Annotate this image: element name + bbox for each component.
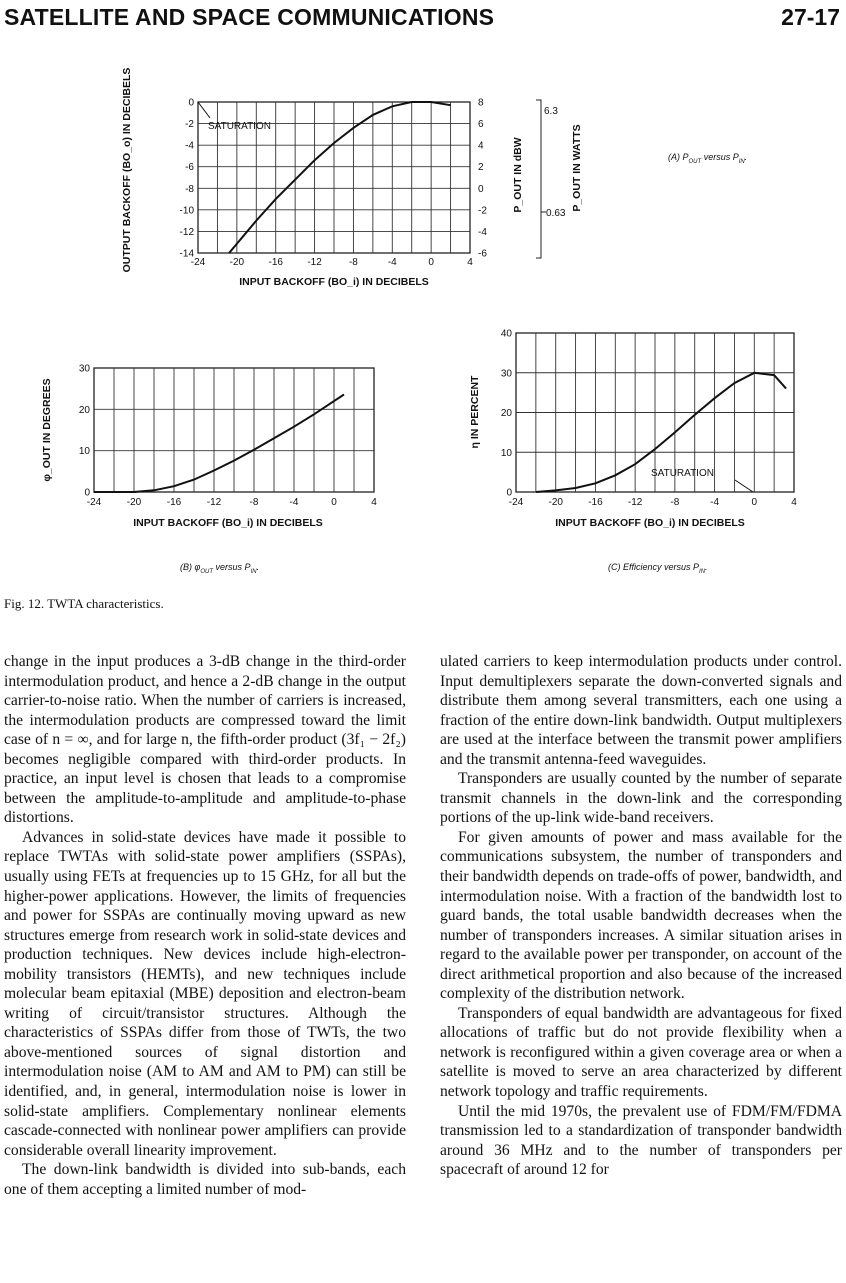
panel-b-x-tick-label: 4: [371, 497, 377, 508]
page-number: 27-17: [781, 4, 840, 30]
panel-a-x-axis-label: INPUT BACKOFF (BO_i) IN DECIBELS: [239, 276, 429, 288]
right-column: [440, 652, 842, 1180]
panel-a-dbw-tick-label: -6: [478, 248, 487, 260]
panel-a-y-tick-label: -14: [179, 248, 194, 260]
panel-a-dbw-tick-label: 4: [478, 140, 484, 152]
panel-c-y-tick-label: 30: [500, 368, 512, 380]
panel-a-y-tick-label: -4: [185, 140, 194, 152]
panel-a-dbw-tick-label: 0: [478, 183, 484, 195]
panel-c-x-tick-label: -8: [670, 497, 680, 508]
panel-b-y-tick-label: 0: [84, 487, 90, 499]
paragraph: For given amounts of power and mass available for the communications subsystem, the number of transponders and their bandwidth depends on trade-offs of power, bandwidth, and intermodulation noise. With a fraction of the bandwidth lost to guard bands, the total usable bandwidth decreases when the number of transponders increases. A similar situation arises in regard to the available power per transponder, on account of the direct arithmetical proportion and also because of the increased complexity of the distribution network.: [440, 828, 842, 1003]
panel-a-y-tick-label: -8: [185, 183, 194, 195]
panel-b-x-axis-label: INPUT BACKOFF (BO_i) IN DECIBELS: [133, 517, 323, 529]
panel-b-x-tick-label: 0: [331, 497, 337, 508]
panel-a-dbw-tick-label: 8: [478, 97, 484, 109]
panel-b-y-tick-label: 20: [78, 404, 90, 416]
paragraph: Transponders are usually counted by the number of separate transmit channels in the down-link and the corresponding portions of the up-link wide-band receivers.: [440, 770, 842, 827]
panel-a-x-tick-label: -20: [229, 257, 245, 268]
panel-c-x-tick-label: 4: [791, 497, 797, 508]
paragraph: The down-link bandwidth is divided into sub-bands, each one of them accepting a limited number of mod-: [4, 1161, 406, 1198]
panel-b-y-tick-label: 30: [78, 363, 90, 375]
panel-c-y-tick-label: 20: [500, 408, 512, 419]
panel-a-x-tick-label: -12: [307, 257, 322, 268]
paragraph: ulated carriers to keep intermodulation products under control. Input demultiplexers separate the down-converted signals and distribute them among several transmitters, each one using a fraction of the entire down-link bandwidth. Output multiplexers are used at the interface between the transmit power amplifiers and the transmit antenna-feed waveguides.: [440, 653, 842, 768]
panel-a-saturation-arrow: [198, 102, 210, 118]
panel-b-y-tick-label: 10: [78, 446, 90, 458]
panel-a-watts-bracket: [536, 100, 541, 258]
panel-a-saturation-label: SATURATION: [208, 121, 271, 132]
panel-c-x-tick-label: -4: [710, 497, 720, 508]
panel-c-y-tick-label: 0: [506, 487, 512, 499]
panel-a-watts-tick-label: 6.3: [544, 106, 558, 117]
panel-a-y-tick-label: -10: [179, 205, 194, 217]
panel-b-x-tick-label: -12: [206, 497, 222, 508]
panel-b-x-tick-label: -8: [249, 497, 259, 508]
panel-c-x-tick-label: -20: [548, 497, 563, 508]
left-column: [4, 652, 406, 1199]
panel-a-dbw-tick-label: -2: [478, 205, 487, 217]
panel-a-caption: (A) $P_{OUT}$ versus $P_{IN}$.: [668, 152, 748, 165]
panel-a-x-tick-label: 4: [467, 257, 473, 268]
panel-a-y-tick-label: -6: [185, 162, 194, 174]
paragraph: change in the input produces a 3-dB change in the third-order intermodulation product, and hence a 2-dB change in the output carrier-to-noise ratio. When the number of carriers is increased, the intermodulation products are compressed toward the limit case of n = ∞, and for large n, the fifth-order product (3f₁ − 2f₂) becomes negligible compared with third-order products. In practice, an input level is chosen that leads to a compromise between the amplitude-to-amplitude and amplitude-to-phase distortions.: [4, 653, 406, 827]
paragraph: Until the mid 1970s, the prevalent use of FDM/FM/FDMA transmission led to a standardization of transponder bandwidth around 36 MHz and to the number of transponders per spacecraft of around 12 for: [440, 1102, 842, 1179]
panel-c-y-tick-label: 40: [500, 328, 512, 340]
panel-b-x-tick-label: -20: [126, 497, 142, 508]
panel-b-x-tick-label: -16: [166, 497, 182, 508]
panel-c-saturation-arrow: [735, 480, 753, 492]
paragraph: Transponders of equal bandwidth are advantageous for fixed allocations of traffic but do not provide flexibility when a network is reconfigured within a given coverage area or when a satellite is moved to serve an area characterized by different network topology and traffic requirements.: [440, 1004, 842, 1101]
panel-b-y-axis-label: φ_OUT IN DEGREES: [41, 378, 53, 482]
running-title: SATELLITE AND SPACE COMMUNICATIONS: [4, 4, 495, 30]
panel-a-watts-tick-label: 0.63: [546, 208, 566, 219]
panel-a-x-tick-label: -16: [268, 257, 283, 268]
panel-a-dbw-tick-label: 6: [478, 119, 484, 131]
panel-c-caption: (C) Efficiency versus $P_{IN}$.: [608, 562, 708, 575]
panel-b-x-tick-label: -24: [86, 497, 102, 508]
twta-figure: [0, 0, 846, 600]
panel-b-caption: (B) $\varphi_{OUT}$ versus $P_{IN}$.: [180, 562, 260, 575]
panel-a-x-tick-label: -8: [348, 257, 358, 268]
panel-c-x-tick-label: -12: [627, 497, 643, 508]
panel-a-y-tick-label: 0: [188, 97, 194, 109]
panel-a-watts-axis-label: P_OUT IN WATTS: [571, 124, 583, 212]
panel-a-x-tick-label: -4: [387, 257, 397, 268]
panel-b-x-tick-label: -4: [289, 497, 299, 508]
figure-caption: Fig. 12. TWTA characteristics.: [4, 596, 164, 611]
panel-a-dbw-tick-label: 2: [478, 162, 484, 174]
paragraph: Advances in solid-state devices have made it possible to replace TWTAs with solid-state power amplifiers (SSPAs), usually using FETs at frequencies up to 15 GHz, for all but the higher-power applications. However, the limits of frequencies and power for SSPAs are continually moving upward as new structures emerge from research work in solid-state devices and production techniques. New devices include high-electron-mobility transistors (HEMTs), and new techniques include molecular beam epitaxial (MBE) deposition and electron-beam writing of circuit/transistor structures. Although the characteristics of SSPAs differ from those of TWTs, the two above-mentioned sources of signal distortion and intermodulation noise (AM to AM and AM to PM) can still be identified, and, in general, intermodulation noise is lower in solid-state amplifiers. Complementary nonlinear elements cascade-connected with nonlinear power amplifiers can provide considerable overall linearity improvement.: [4, 828, 406, 1159]
panel-c-x-tick-label: 0: [751, 497, 758, 508]
panel-c-x-tick-label: -24: [508, 497, 524, 508]
panel-a-y-tick-label: -12: [179, 226, 194, 238]
panel-c-saturation-label: SATURATION: [651, 468, 714, 479]
panel-c-y-tick-label: 10: [500, 447, 512, 459]
panel-a-y-tick-label: -2: [185, 119, 194, 131]
panel-a-right-axis-label: P_OUT IN dBW: [512, 137, 524, 213]
panel-a-dbw-tick-label: -4: [478, 226, 487, 238]
panel-c-x-tick-label: -16: [588, 497, 603, 508]
panel-a-y-axis-label: OUTPUT BACKOFF (BO_o) IN DECIBELS: [121, 67, 133, 273]
panel-c-x-axis-label: INPUT BACKOFF (BO_i) IN DECIBELS: [555, 517, 745, 529]
panel-c-y-axis-label: η IN PERCENT: [469, 375, 481, 449]
panel-a-x-tick-label: -24: [190, 257, 206, 268]
panel-a-x-tick-label: 0: [428, 257, 434, 268]
